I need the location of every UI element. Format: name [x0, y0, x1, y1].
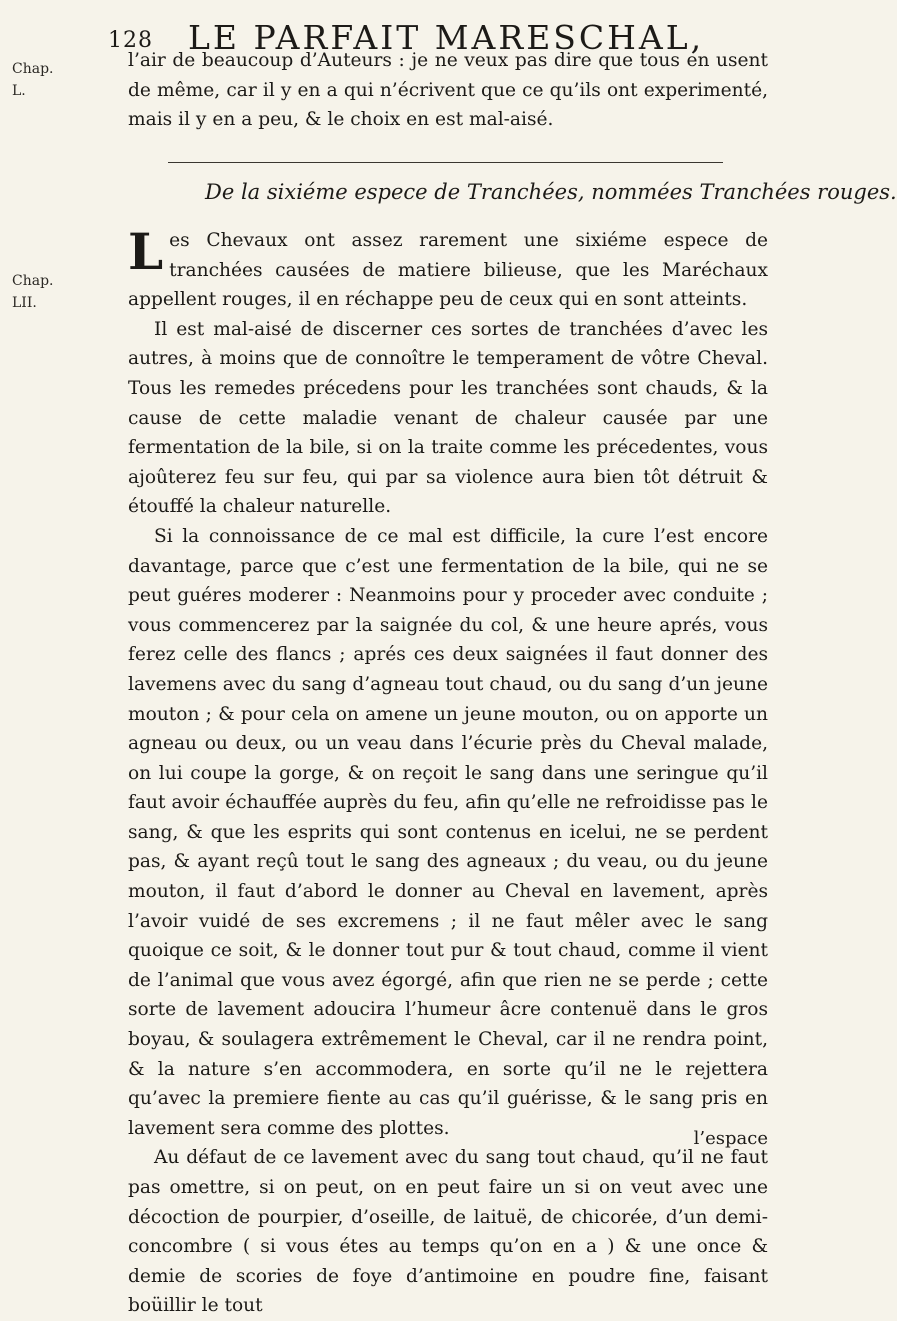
margin-note-chapter-2: Chap. LII.: [12, 273, 54, 311]
paragraph: Au défaut de ce lavement avec du sang tout chaud, qu’il ne faut pas omettre, si on peut, on en peut faire un si on veut avec une décoction de pourpier, d’oseille, de laituë, de chicorée, d’un demi-concombre ( si vous étes au temps qu’on en a ) & une once & demie de scories de foye d’antimoine en poudre fine, faisant boüillir le tout: [128, 1147, 768, 1317]
paragraph: Les Chevaux ont assez rarement une sixiéme espece de tranchées causées de matiere bilieuse, que les Maréchaux appellent rouges, il en réchappe peu de ceux qui en sont atteints.: [128, 222, 768, 311]
section-heading: De la sixiéme espece de Tranchées, nommées Tranchées rouges.: [205, 180, 897, 204]
paragraph: Si la connoissance de ce mal est difficile, la cure l’est encore davantage, parce que c’est une fermentation de la bile, qui ne se peut guéres moderer : Neanmoins pour y proceder avec conduite ; vous commencerez par la saignée du col, & une heure aprés, vous ferez celle des flancs ; aprés ces deux saignées il faut donner des lavemens avec du sang d’agneau tout chaud, ou du sang d’un jeune mouton ; & pour cela on amene un jeune mouton, ou on apporte un agneau ou deux, ou un veau dans l’écurie près du Cheval malade, on lui coupe la gorge, & on reçoit le sang dans une seringue qu’il faut avoir échauffée auprès du feu, afin qu’elle ne refroidisse pas le sang, & que les esprits qui sont contenus en icelui, ne se perdent pas, & ayant reçû tout le sang des agneaux ; du veau, ou du jeune mouton, il faut d’abord le donner au Cheval en lavement, après l’avoir vuidé de ses excremens ; il ne faut mêler avec le sang quoique ce soit, & le donner tout pur & tout chaud, comme il vient de l’animal que vous avez égorgé, afin que rien ne se perde ; cette sorte de lavement adoucira l’humeur âcre contenuë dans le gros boyau, & soulagera extrêmement le Cheval, car il ne rendra point, & la nature s’en accommodera, en sorte qu’il ne le rejettera qu’avec la premiere fiente au cas qu’il guérisse, & le sang pris en lavement sera comme des plottes.: [128, 525, 768, 1139]
paragraph: Il est mal-aisé de discerner ces sortes de tranchées d’avec les autres, à moins que de connoître le temperament de vôtre Cheval. Tous les remedes précedens pour les tranchées sont chauds, & la cause de cette maladie venant de chaleur causée par une fermentation de la bile, si on la traite comme les précedentes, vous ajoûterez feu sur feu, qui par sa violence aura bien tôt détruit & étouffé la chaleur naturelle.: [128, 318, 768, 518]
section-divider: [168, 162, 723, 163]
margin-note-chapter: Chap. L.: [12, 61, 54, 99]
catchword: l’espace: [693, 1128, 768, 1149]
running-title: LE PARFAIT MARESCHAL,: [188, 18, 705, 57]
drop-capital: L: [128, 222, 164, 281]
page-number: 128: [108, 28, 153, 53]
section-body: [128, 222, 768, 1321]
paragraph: l’air de beaucoup d’Auteurs : je ne veux pas dire que tous en usent de même, car il y en a qui n’écrivent que ce qu’ils ont experimenté, mais il y en a peu, & le choix en est mal-aisé.: [128, 50, 768, 131]
continued-paragraph: [128, 46, 768, 135]
